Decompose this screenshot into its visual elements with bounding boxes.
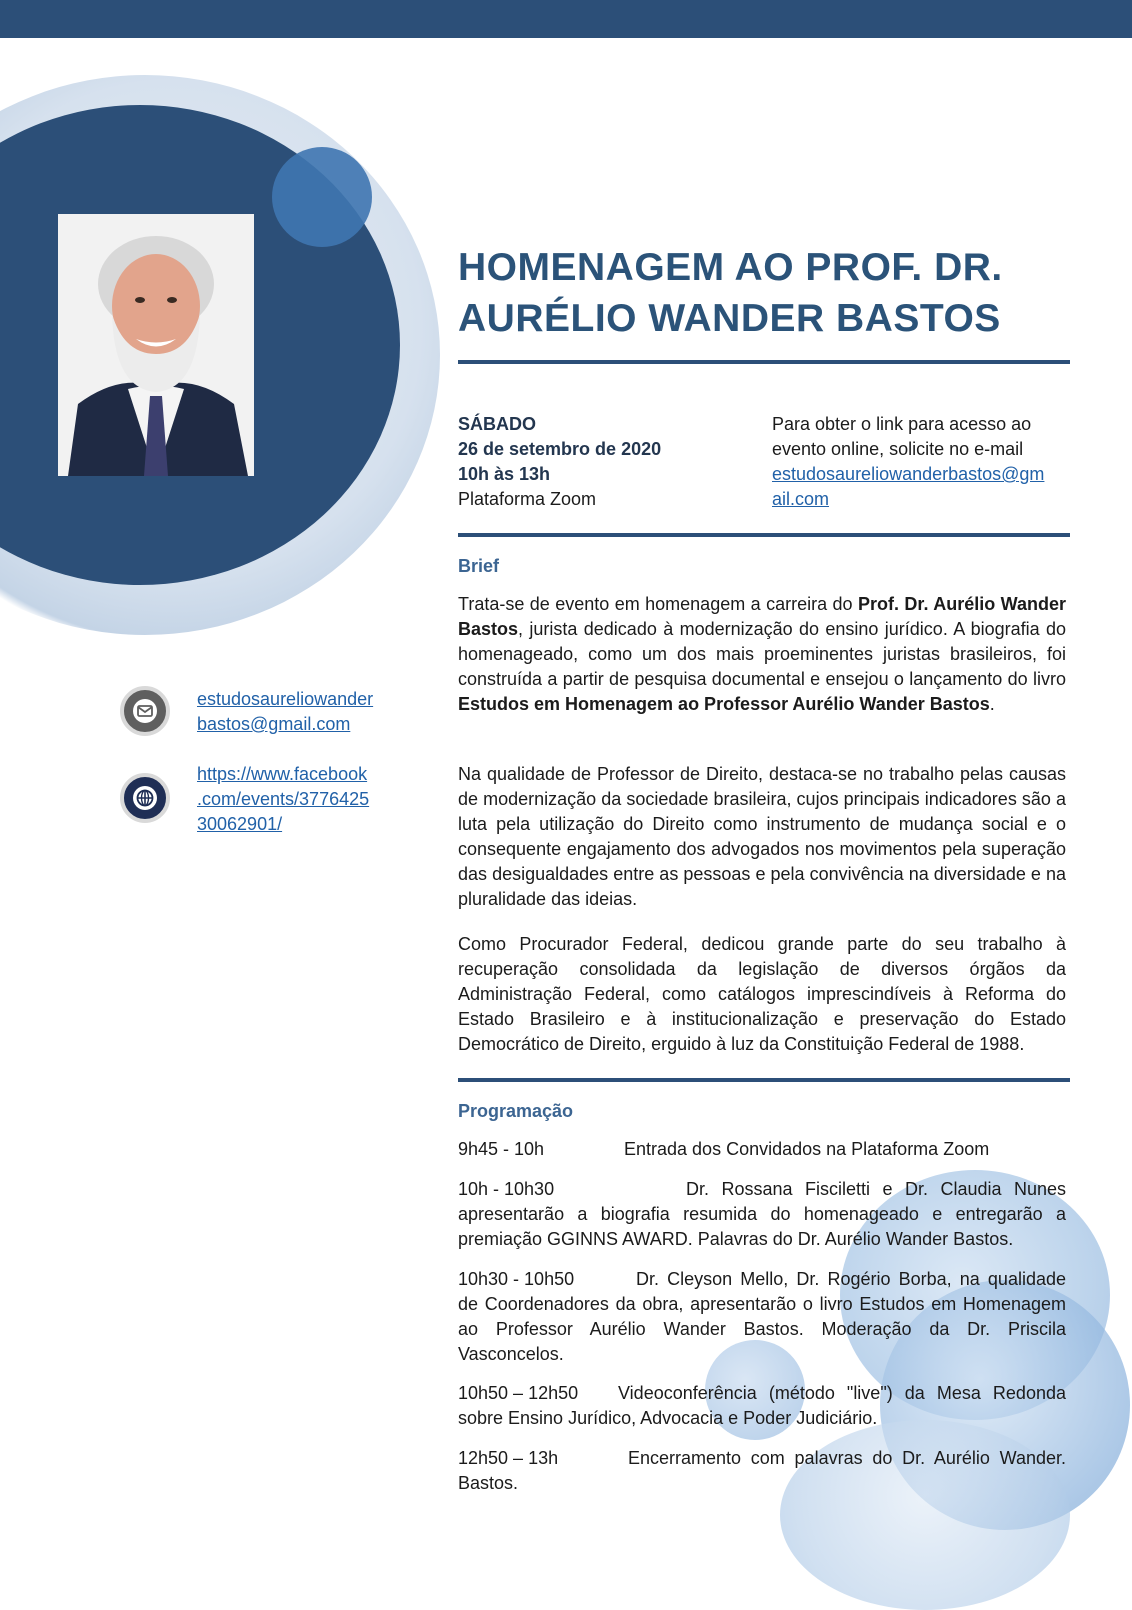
brief-p1-text-e: . — [989, 694, 995, 714]
programacao-heading: Programação — [458, 1101, 574, 1121]
access-email-link-part-2[interactable]: ail.com — [772, 489, 830, 509]
info-divider — [458, 533, 1070, 537]
schedule-text: Dr. Rossana Fisciletti e Dr. Claudia Nunes apresentarão a biografia resumida do homenageado e entregarão a premiação GGINNS AWARD. Palavras do Dr. Aurélio Wander Bastos. — [458, 1179, 1066, 1249]
schedule-item — [458, 1446, 1066, 1496]
brief-divider — [458, 1078, 1070, 1082]
event-time: 10h às 13h — [458, 464, 551, 484]
event-info — [458, 412, 748, 512]
schedule-item — [458, 1177, 1066, 1252]
portrait-photo — [58, 214, 254, 476]
schedule-item — [458, 1381, 1066, 1431]
top-banner-bar — [0, 0, 1132, 38]
title-line-1: HOMENAGEM AO PROF. DR. — [458, 246, 1003, 289]
sidebar-facebook-link[interactable] — [197, 762, 397, 837]
brief-p1-text-a: Trata-se de evento em homenagem a carreira do — [458, 594, 858, 614]
schedule-item — [458, 1267, 1066, 1367]
sidebar-facebook-line-2[interactable]: .com/events/3776425 — [197, 789, 370, 809]
brief-p1-bold-name: Prof. Dr. Aurélio Wander Bastos — [458, 594, 1066, 639]
brief-paragraph-1 — [458, 592, 1066, 717]
event-date: 26 de setembro de 2020 — [458, 439, 662, 459]
decorative-circle-small — [272, 147, 372, 247]
schedule-time: 10h30 - 10h50 — [458, 1269, 575, 1289]
sidebar-facebook-line-3[interactable]: 30062901/ — [197, 814, 283, 834]
brief-paragraph-2: Na qualidade de Professor de Direito, destaca-se no trabalho pelas causas de modernização da sociedade brasileira, cujos principais indicadores são a luta pela utilização do Direito como instrumento de mudança social e o consequente engajamento dos advogados nos movimentos pela superação das desigualdades entre as pessoas e pela convivência na diversidade e na pluralidade das ideias. — [458, 764, 1066, 909]
title-divider — [458, 360, 1070, 364]
schedule-text: Entrada dos Convidados na Plataforma Zoom — [624, 1139, 990, 1159]
sidebar-email-link[interactable] — [197, 687, 397, 737]
portrait-illustration — [58, 214, 254, 476]
access-info — [772, 412, 1072, 512]
schedule-time: 10h50 – 12h50 — [458, 1383, 579, 1403]
envelope-icon — [120, 686, 170, 736]
schedule-time: 9h45 - 10h — [458, 1139, 545, 1159]
schedule-text: Encerramento com palavras do Dr. Aurélio Wander. Bastos. — [458, 1448, 1066, 1493]
brief-p1-text-c: , jurista dedicado à modernização do ensino jurídico. A biografia do homenageado, como um dos mais proeminentes juristas brasileiros, foi construída a partir de pesquisa documental e ensejou o lançamento do livro — [458, 619, 1066, 689]
event-platform: Plataforma Zoom — [458, 489, 597, 509]
title-line-2: AURÉLIO WANDER BASTOS — [458, 297, 1001, 340]
page-title — [458, 242, 1078, 344]
schedule-text: Dr. Cleyson Mello, Dr. Rogério Borba, na qualidade de Coordenadores da obra, apresentarão o livro Estudos em Homenagem ao Professor Aurélio Wander Bastos. Moderação da Dr. Priscila Vasconcelos. — [458, 1269, 1066, 1364]
sidebar-facebook-line-1[interactable]: https://www.facebook — [197, 764, 368, 784]
globe-icon — [120, 773, 170, 823]
access-text-line-1: Para obter o link para acesso ao — [772, 414, 1032, 434]
schedule-time: 10h - 10h30 — [458, 1179, 555, 1199]
brief-p1-bold-book: Estudos em Homenagem ao Professor Aurélio Wander Bastos — [458, 694, 990, 714]
access-text-line-2: evento online, solicite no e-mail — [772, 439, 1024, 459]
brief-paragraph-3: Como Procurador Federal, dedicou grande parte do seu trabalho à recuperação consolidada da legislação de diversos órgãos da Administração Federal, como catálogos imprescindíveis à Reforma do Estado Brasileiro e à institucionalização e preservação do Estado Democrático de Direito, erguido à luz da Constituição Federal de 1988. — [458, 934, 1066, 1054]
sidebar-email-line-1[interactable]: estudosaureliowander — [197, 689, 374, 709]
schedule-time: 12h50 – 13h — [458, 1448, 559, 1468]
brief-heading: Brief — [458, 556, 500, 576]
access-email-link-part-1[interactable]: estudosaureliowanderbastos@gm — [772, 464, 1045, 484]
sidebar-email-line-2[interactable]: bastos@gmail.com — [197, 714, 351, 734]
event-day: SÁBADO — [458, 414, 537, 434]
schedule-text: Videoconferência (método "live") da Mesa Redonda sobre Ensino Jurídico, Advocacia e Poder Judiciário. — [458, 1383, 1066, 1428]
schedule-item — [458, 1137, 1066, 1162]
